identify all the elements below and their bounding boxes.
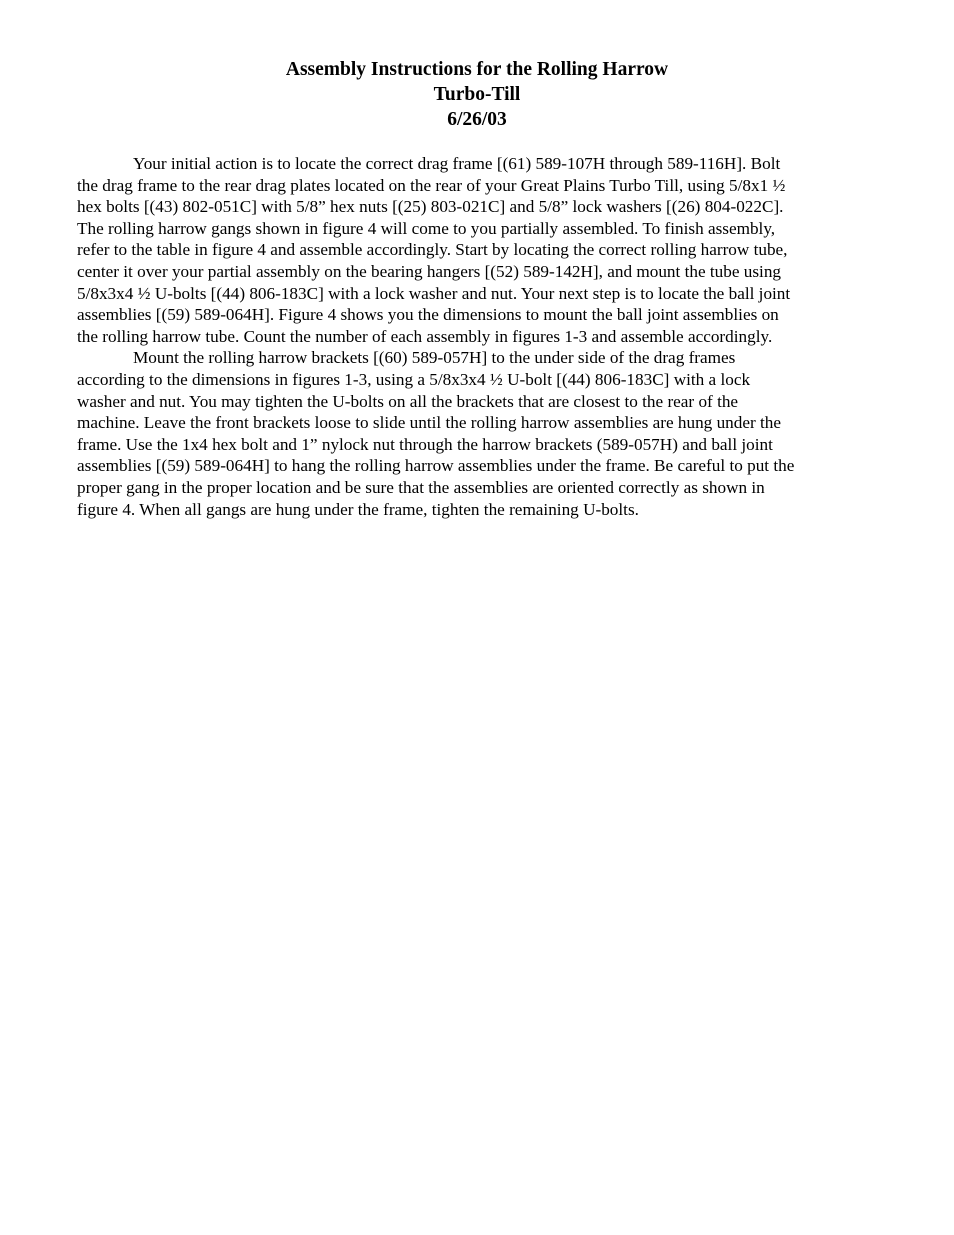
document-date: 6/26/03 — [447, 109, 507, 130]
document-header — [0, 57, 954, 132]
paragraph-1: Your initial action is to locate the correct drag frame [(61) 589-107H through 589-116H]. Bolt the drag frame to the rear drag plates located on the rear of your Great Plains Turbo Till, using 5/8x1 ½ hex bolts [(43) 802-051C] with 5/8” hex nuts [(25) 803-021C] and 5/8” lock washers [(26) 804-022C]. The rolling harrow gangs shown in figure 4 will come to you partially assembled. To finish assembly, refer to the table in figure 4 and assemble accordingly. Start by locating the correct rolling harrow tube, center it over your partial assembly on the bearing hangers [(52) 589-142H], and mount the tube using 5/8x3x4 ½ U-bolts [(44) 806-183C] with a lock washer and nut. Your next step is to locate the ball joint assemblies [(59) 589-064H]. Figure 4 shows you the dimensions to mount the ball joint assemblies on the rolling harrow tube. Count the number of each assembly in figures 1-3 and assemble accordingly. — [77, 154, 791, 346]
paragraph-2: Mount the rolling harrow brackets [(60) 589-057H] to the under side of the drag frames according to the dimensions in figures 1-3, using a 5/8x3x4 ½ U-bolt [(44) 806-183C] with a lock washer and nut. You may tighten the U-bolts on all the brackets that are closest to the rear of the machine. Leave the front brackets loose to slide until the rolling harrow assemblies are hung under the frame. Use the 1x4 hex bolt and 1” nylock nut through the harrow brackets (589-057H) and ball joint assemblies [(59) 589-064H] to hang the rolling harrow assemblies under the frame. Be careful to put the proper gang in the proper location and be sure that the assemblies are oriented correctly as shown in figure 4. When all gangs are hung under the frame, tighten the remaining U-bolts. — [77, 348, 795, 519]
document-subtitle: Turbo-Till — [433, 84, 521, 105]
document-body — [77, 153, 877, 520]
document-title: Assembly Instructions for the Rolling Harrow — [285, 59, 669, 80]
